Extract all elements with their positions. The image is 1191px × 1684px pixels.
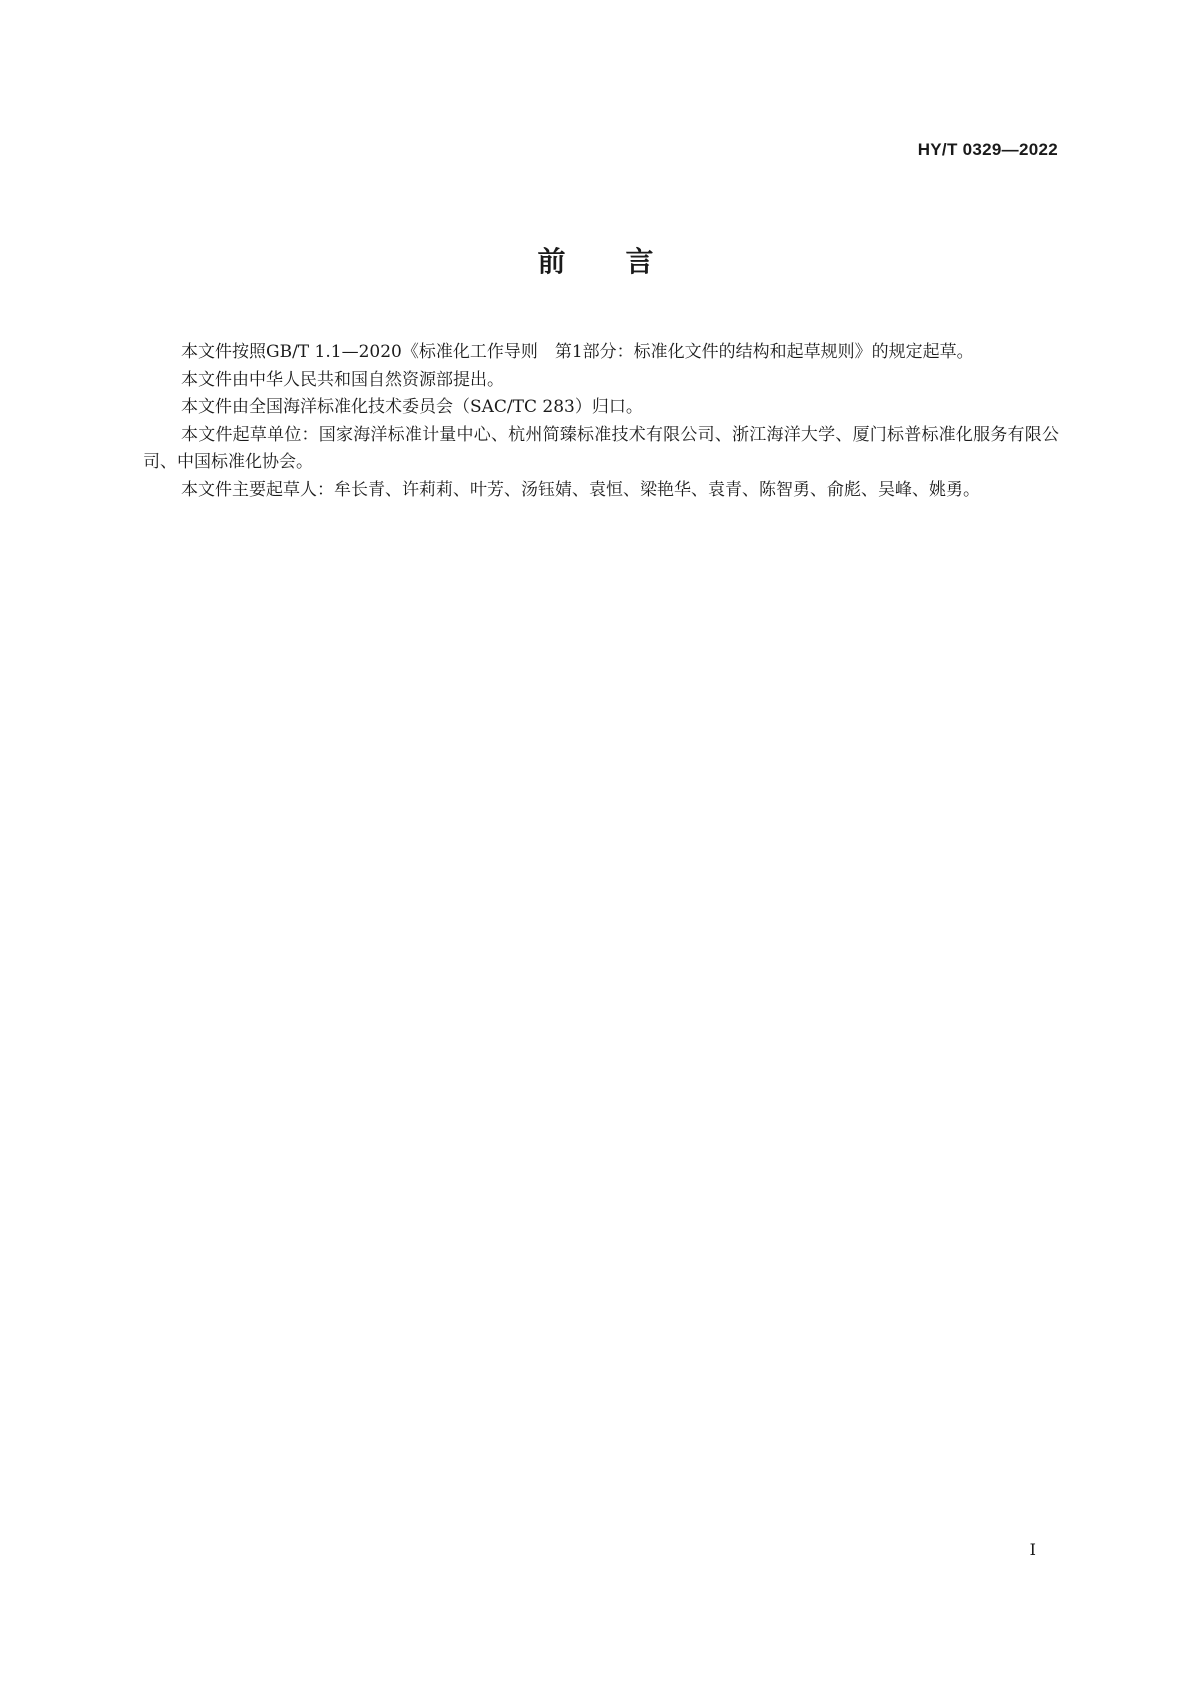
- paragraph-administrator: 本文件由全国海洋标准化技术委员会（SAC/TC 283）归口。: [181, 397, 643, 417]
- paragraph-drafting-units: 本文件起草单位：国家海洋标准计量中心、杭州简臻标准技术有限公司、浙江海洋大学、厦门标普标准化服务有限公司、中国标准化协会。: [143, 424, 1059, 472]
- preface-body: [143, 339, 1059, 504]
- page-number: Ⅰ: [1029, 1540, 1036, 1559]
- paragraph-proposer: 本文件由中华人民共和国自然资源部提出。: [181, 369, 504, 390]
- paragraph-drafting-rules: 本文件按照GB/T 1.1—2020《标准化工作导则 第1部分：标准化文件的结构和起草规则》的规定起草。: [181, 342, 974, 362]
- document-code: HY/T 0329—2022: [917, 140, 1058, 159]
- paragraph-drafters: 本文件主要起草人：牟长青、许莉莉、叶芳、汤钰婧、袁恒、梁艳华、袁青、陈智勇、俞彪、吴峰、姚勇。: [181, 479, 980, 500]
- page-title: 前言: [537, 245, 714, 278]
